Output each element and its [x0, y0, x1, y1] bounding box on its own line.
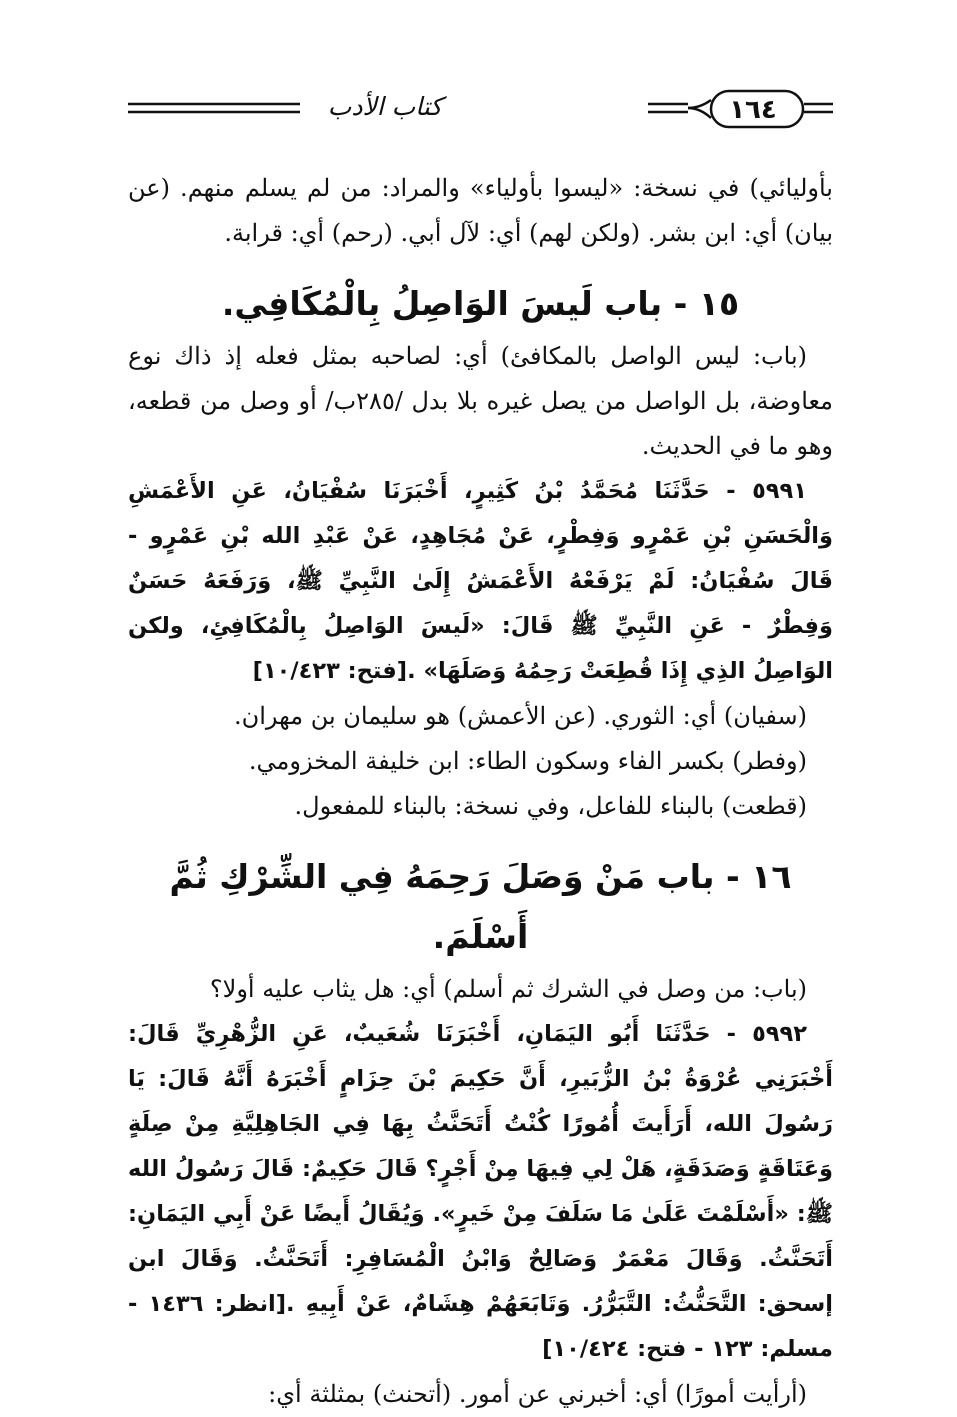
paragraph: (أرأيت أمورًا) أي: أخبرني عن أمور. (أتحنث) بمثلثة أي:	[268, 1380, 807, 1408]
page-content	[128, 166, 833, 1417]
chapter-heading: ١٦ - باب مَنْ وَصَلَ رَحِمَهُ فِي الشِّرْكِ ثُمَّ أَسْلَمَ.	[169, 857, 792, 956]
page-header	[128, 86, 833, 136]
paragraph: (سفيان) أي: الثوري. (عن الأعمش) هو سليمان بن مهران.	[233, 702, 807, 730]
page-number: ١٦٤	[729, 95, 777, 125]
hadith-text: ٥٩٩١ - حَدَّثَنَا مُحَمَّدُ بْنُ كَثِيرٍ، أَخْبَرَنَا سُفْيَانُ، عَنِ الأَعْمَشِ وَالْحَسَنِ بْنِ عَمْرٍو وَفِطْرٍ، عَنْ مُجَاهِدٍ، عَنْ عَبْدِ الله بْنِ عَمْرٍو - قَالَ سُفْيَانُ: لَمْ يَرْفَعْهُ الأَعْمَشُ إِلَىٰ النَّبِيِّ ﷺ، وَرَفَعَهُ حَسَنٌ وَفِطْرٌ - عَنِ النَّبِيِّ ﷺ قَالَ: «لَيسَ الوَاصِلُ بِالْمُكَافِئِ، ولكن الوَاصِلُ الذِي إِذَا قُطِعَتْ رَحِمُهُ وَصَلَهَا» .[فتح: ١٠/٤٢٣]	[128, 478, 833, 684]
chapter-heading: ١٥ - باب لَيسَ الوَاصِلُ بِالْمُكَافِي.	[221, 284, 740, 323]
paragraph: (قطعت) بالبناء للفاعل، وفي نسخة: بالبناء للمفعول.	[294, 792, 807, 820]
running-title: كتاب الأدب	[300, 90, 470, 124]
paragraph: (باب: من وصل في الشرك ثم أسلم) أي: هل يثاب عليه أولا؟	[209, 975, 807, 1003]
paragraph: (وفطر) بكسر الفاء وسكون الطاء: ابن خليفة المخزومي.	[248, 747, 807, 775]
hadith-text: ٥٩٩٢ - حَدَّثَنَا أَبُو اليَمَانِ، أَخْبَرَنَا شُعَيبٌ، عَنِ الزُّهْرِيِّ قَالَ: أَخْبَرَنِي عُرْوَةُ بْنُ الزُّبَيرِ، أَنَّ حَكِيمَ بْنَ حِزَامٍ أَخْبَرَهُ أَنَّهُ قَالَ: يَا رَسُولَ الله، أَرَأَيتَ أُمُورًا كُنْتُ أَتَحَنَّثُ بِهَا فِي الجَاهِلِيَّةِ مِنْ صِلَةٍ وَعَتَاقَةٍ وَصَدَقَةٍ، هَلْ لِي فِيهَا مِنْ أَجْرٍ؟ قَالَ حَكِيمٌ: قَالَ رَسُولُ الله ﷺ: «أَسْلَمْتَ عَلَىٰ مَا سَلَفَ مِنْ خَيرٍ». وَيُقَالُ أَيضًا عَنْ أَبِي اليَمَانِ: أَتَحَنَّثُ. وَقَالَ مَعْمَرٌ وَصَالِحٌ وَابْنُ الْمُسَافِرِ: أَتَحَنَّثُ. وَقَالَ ابن إسحق: التَّحَنُّثُ: التَّبَرُّرُ. وَتَابَعَهُمْ هِشَامٌ، عَنْ أَبِيهِ .[انظر: ١٤٣٦ - مسلم: ١٢٣ - فتح: ١٠/٤٢٤]	[128, 1021, 833, 1362]
paragraph: (باب: ليس الواصل بالمكافئ) أي: لصاحبه بمثل فعله إذ ذاك نوع معاوضة، بل الواصل من يصل غيره بلا بدل /٢٨٥ب/ أو وصل من قطعه، وهو ما في الحديث.	[128, 342, 833, 460]
paragraph: بأوليائي) في نسخة: «ليسوا بأولياء» والمراد: من لم يسلم منهم. (عن بيان) أي: ابن بشر. (ولكن لهم) أي: لآل أبي. (رحم) أي: قرابة.	[128, 174, 833, 247]
